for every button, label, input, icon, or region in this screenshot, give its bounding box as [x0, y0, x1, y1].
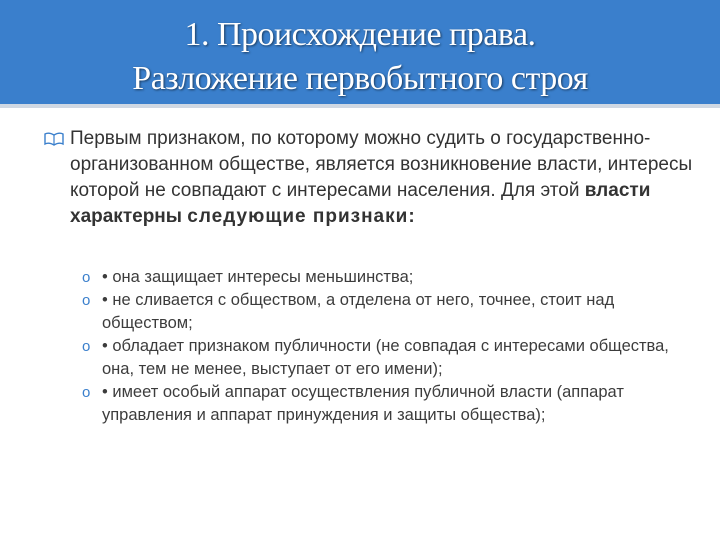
features-list — [82, 266, 682, 427]
list-item — [82, 381, 682, 427]
list-item-text: • она защищает интересы меньшинства; — [102, 268, 414, 286]
circle-bullet-icon: o — [82, 292, 91, 309]
list-item — [82, 289, 682, 335]
circle-bullet-icon: o — [82, 384, 91, 401]
list-item — [82, 266, 682, 289]
list-item-text: • имеет особый аппарат осуществления публичной власти (аппарат управления и аппарат принуждения и защиты общества); — [102, 383, 624, 424]
slide-title-line-1: 1. Происхождение права. — [184, 16, 536, 53]
bold-power: власти — [584, 180, 651, 201]
intro-text: Первым признаком, по которому можно судить о государственно-организованном обществе, является возникновение власти, интересы которой не совпадают с интересами населения. Для этой — [70, 128, 693, 201]
list-item-text: • обладает признаком публичности (не совпадая с интересами общества, она, тем не менее, выступает от его имени); — [102, 337, 669, 378]
list-item-text: • не сливается с обществом, а отделена от него, точнее, стоит над обществом; — [102, 291, 615, 332]
bold-following-features: следующие признаки: — [187, 206, 416, 227]
slide-title-line-2: Разложение первобытного строя — [132, 60, 588, 97]
open-book-icon — [44, 132, 64, 146]
slide-header — [0, 0, 720, 108]
circle-bullet-icon: o — [82, 338, 91, 355]
bold-characteristic: характерны — [70, 206, 182, 227]
list-item — [82, 335, 682, 381]
intro-paragraph — [70, 126, 710, 230]
circle-bullet-icon: o — [82, 269, 91, 286]
